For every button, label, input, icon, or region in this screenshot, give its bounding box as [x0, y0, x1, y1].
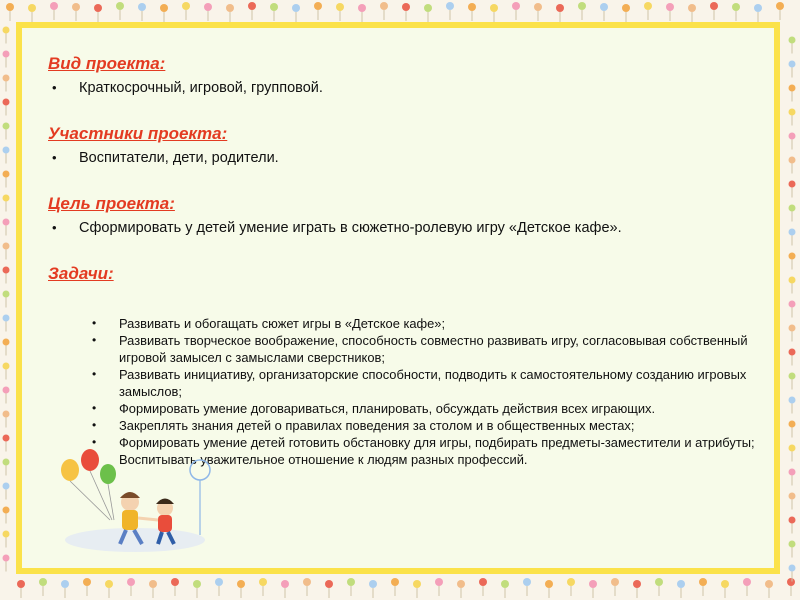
slide-content: [48, 54, 768, 484]
task-item: • Развивать инициативу, организаторские способности, подводить к самостоятельному созданию игровых замыслов;: [88, 366, 768, 400]
section-goal: [48, 194, 768, 238]
task-item: • Закреплять знания детей о правилах поведения за столом и в общественных местах;: [88, 417, 768, 434]
children-illustration: [40, 440, 230, 560]
task-item: • Формировать умение договариваться, планировать, обсуждать действия всех играющих.: [88, 400, 768, 417]
bullet-list: [48, 78, 768, 98]
task-item: • Развивать и обогащать сюжет игры в «Детское кафе»;: [88, 315, 768, 332]
bullet-list: [48, 218, 768, 238]
section-participants: [48, 124, 768, 168]
section-project-type: [48, 54, 768, 98]
task-item: • Развивать творческое воображение, способность совместно развивать игру, согласовывая собственный игровой замысел с замыслами сверстников;: [88, 332, 768, 366]
tasks-heading: Задачи:: [48, 264, 114, 283]
bullet-list: [48, 148, 768, 168]
section-heading: Вид проекта:: [48, 54, 166, 73]
bullet-item: • Воспитатели, дети, родители.: [48, 148, 768, 168]
section-tasks: [48, 264, 768, 468]
task-item: • Воспитывать уважительное отношение к людям разных профессий.: [88, 451, 768, 468]
bullet-item: • Краткосрочный, игровой, групповой.: [48, 78, 768, 98]
task-item: • Формировать умение детей готовить обстановку для игры, подбирать предметы-заместители и атрибуты;: [88, 434, 768, 451]
section-heading: Цель проекта:: [48, 194, 175, 213]
bullet-item: • Сформировать у детей умение играть в сюжетно-ролевую игру «Детское кафе».: [48, 218, 768, 238]
section-heading: Участники проекта:: [48, 124, 228, 143]
